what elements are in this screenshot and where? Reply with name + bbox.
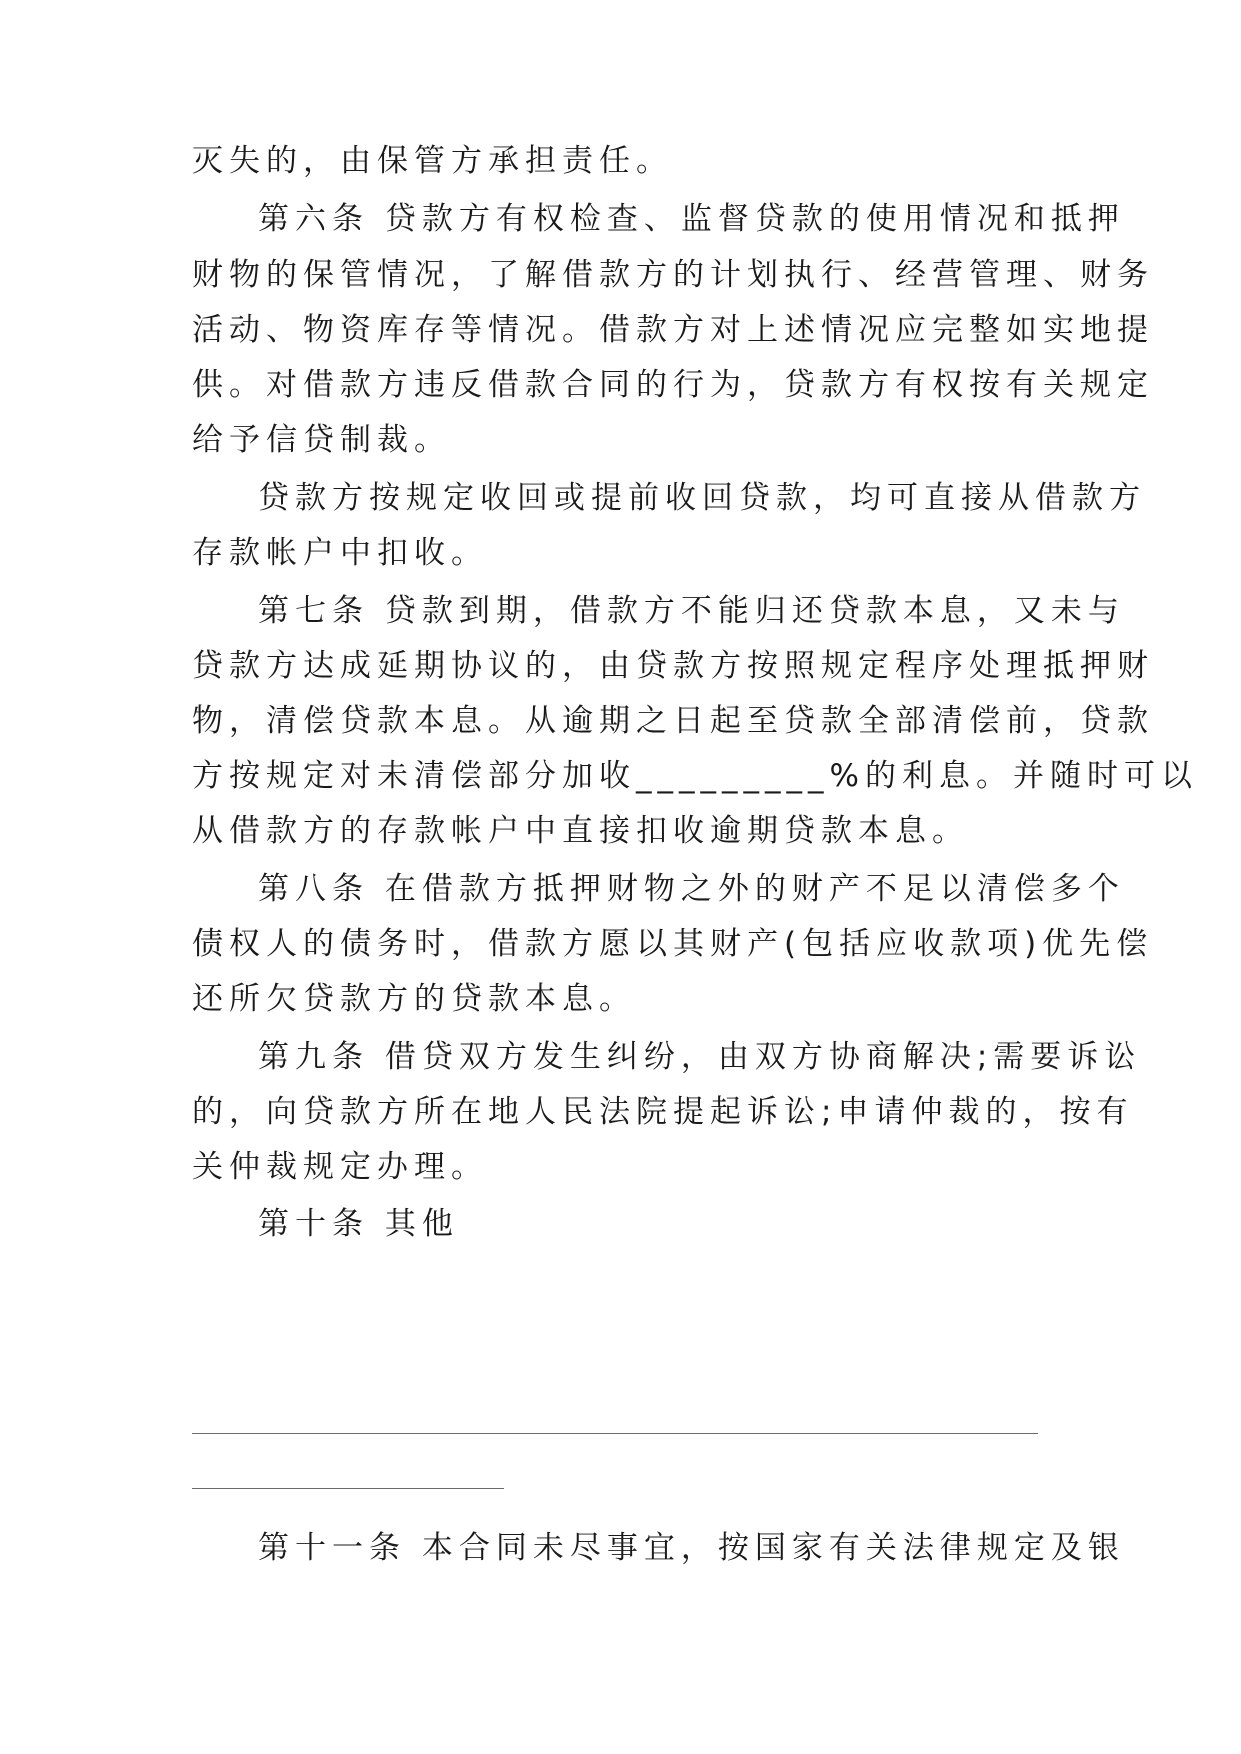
article-9-heading-line: 第九条 借贷双方发生纠纷，由双方协商解决;需要诉讼 [258, 1039, 1142, 1075]
paragraph-line: 关仲裁规定办理。 [192, 1149, 488, 1185]
paragraph-line: 给予信贷制裁。 [192, 422, 451, 458]
paragraph-line: 还所欠贷款方的贷款本息。 [192, 981, 636, 1017]
article-6-heading-line: 第六条 贷款方有权检查、监督贷款的使用情况和抵押 [258, 201, 1125, 237]
paragraph-line: 财物的保管情况，了解借款方的计划执行、经营管理、财务 [192, 257, 1154, 293]
paragraph-line: 的，向贷款方所在地人民法院提起诉讼;申请仲裁的，按有 [192, 1094, 1134, 1130]
paragraph-line: 存款帐户中扣收。 [192, 535, 488, 571]
paragraph-line: 灭失的，由保管方承担责任。 [192, 143, 673, 179]
article-7-heading-line: 第七条 贷款到期，借款方不能归还贷款本息，又未与 [258, 593, 1125, 629]
paragraph-line: 债权人的债务时，借款方愿以其财产(包括应收款项)优先偿 [192, 926, 1154, 962]
paragraph-line: 供。对借款方违反借款合同的行为，贷款方有权按有关规定 [192, 367, 1154, 403]
paragraph-line: 贷款方达成延期协议的，由贷款方按照规定程序处理抵押财 [192, 648, 1154, 684]
blank-fill-rule [192, 1488, 504, 1489]
paragraph-line: 物，清偿贷款本息。从逾期之日起至贷款全部清偿前，贷款 [192, 703, 1154, 739]
paragraph-line: 贷款方按规定收回或提前收回贷款，均可直接从借款方 [258, 480, 1146, 516]
article-11-heading-line: 第十一条 本合同未尽事宜，按国家有关法律规定及银 [258, 1530, 1125, 1566]
article-8-heading-line: 第八条 在借款方抵押财物之外的财产不足以清偿多个 [258, 871, 1125, 907]
interest-rate-line: 方按规定对未清偿部分加收_________%的利息。并随时可以 [192, 758, 1198, 794]
paragraph-line: 从借款方的存款帐户中直接扣收逾期贷款本息。 [192, 813, 969, 849]
paragraph-line: 活动、物资库存等情况。借款方对上述情况应完整如实地提 [192, 312, 1154, 348]
article-10-heading-line: 第十条 其他 [258, 1206, 459, 1242]
blank-fill-rule [192, 1433, 1038, 1434]
